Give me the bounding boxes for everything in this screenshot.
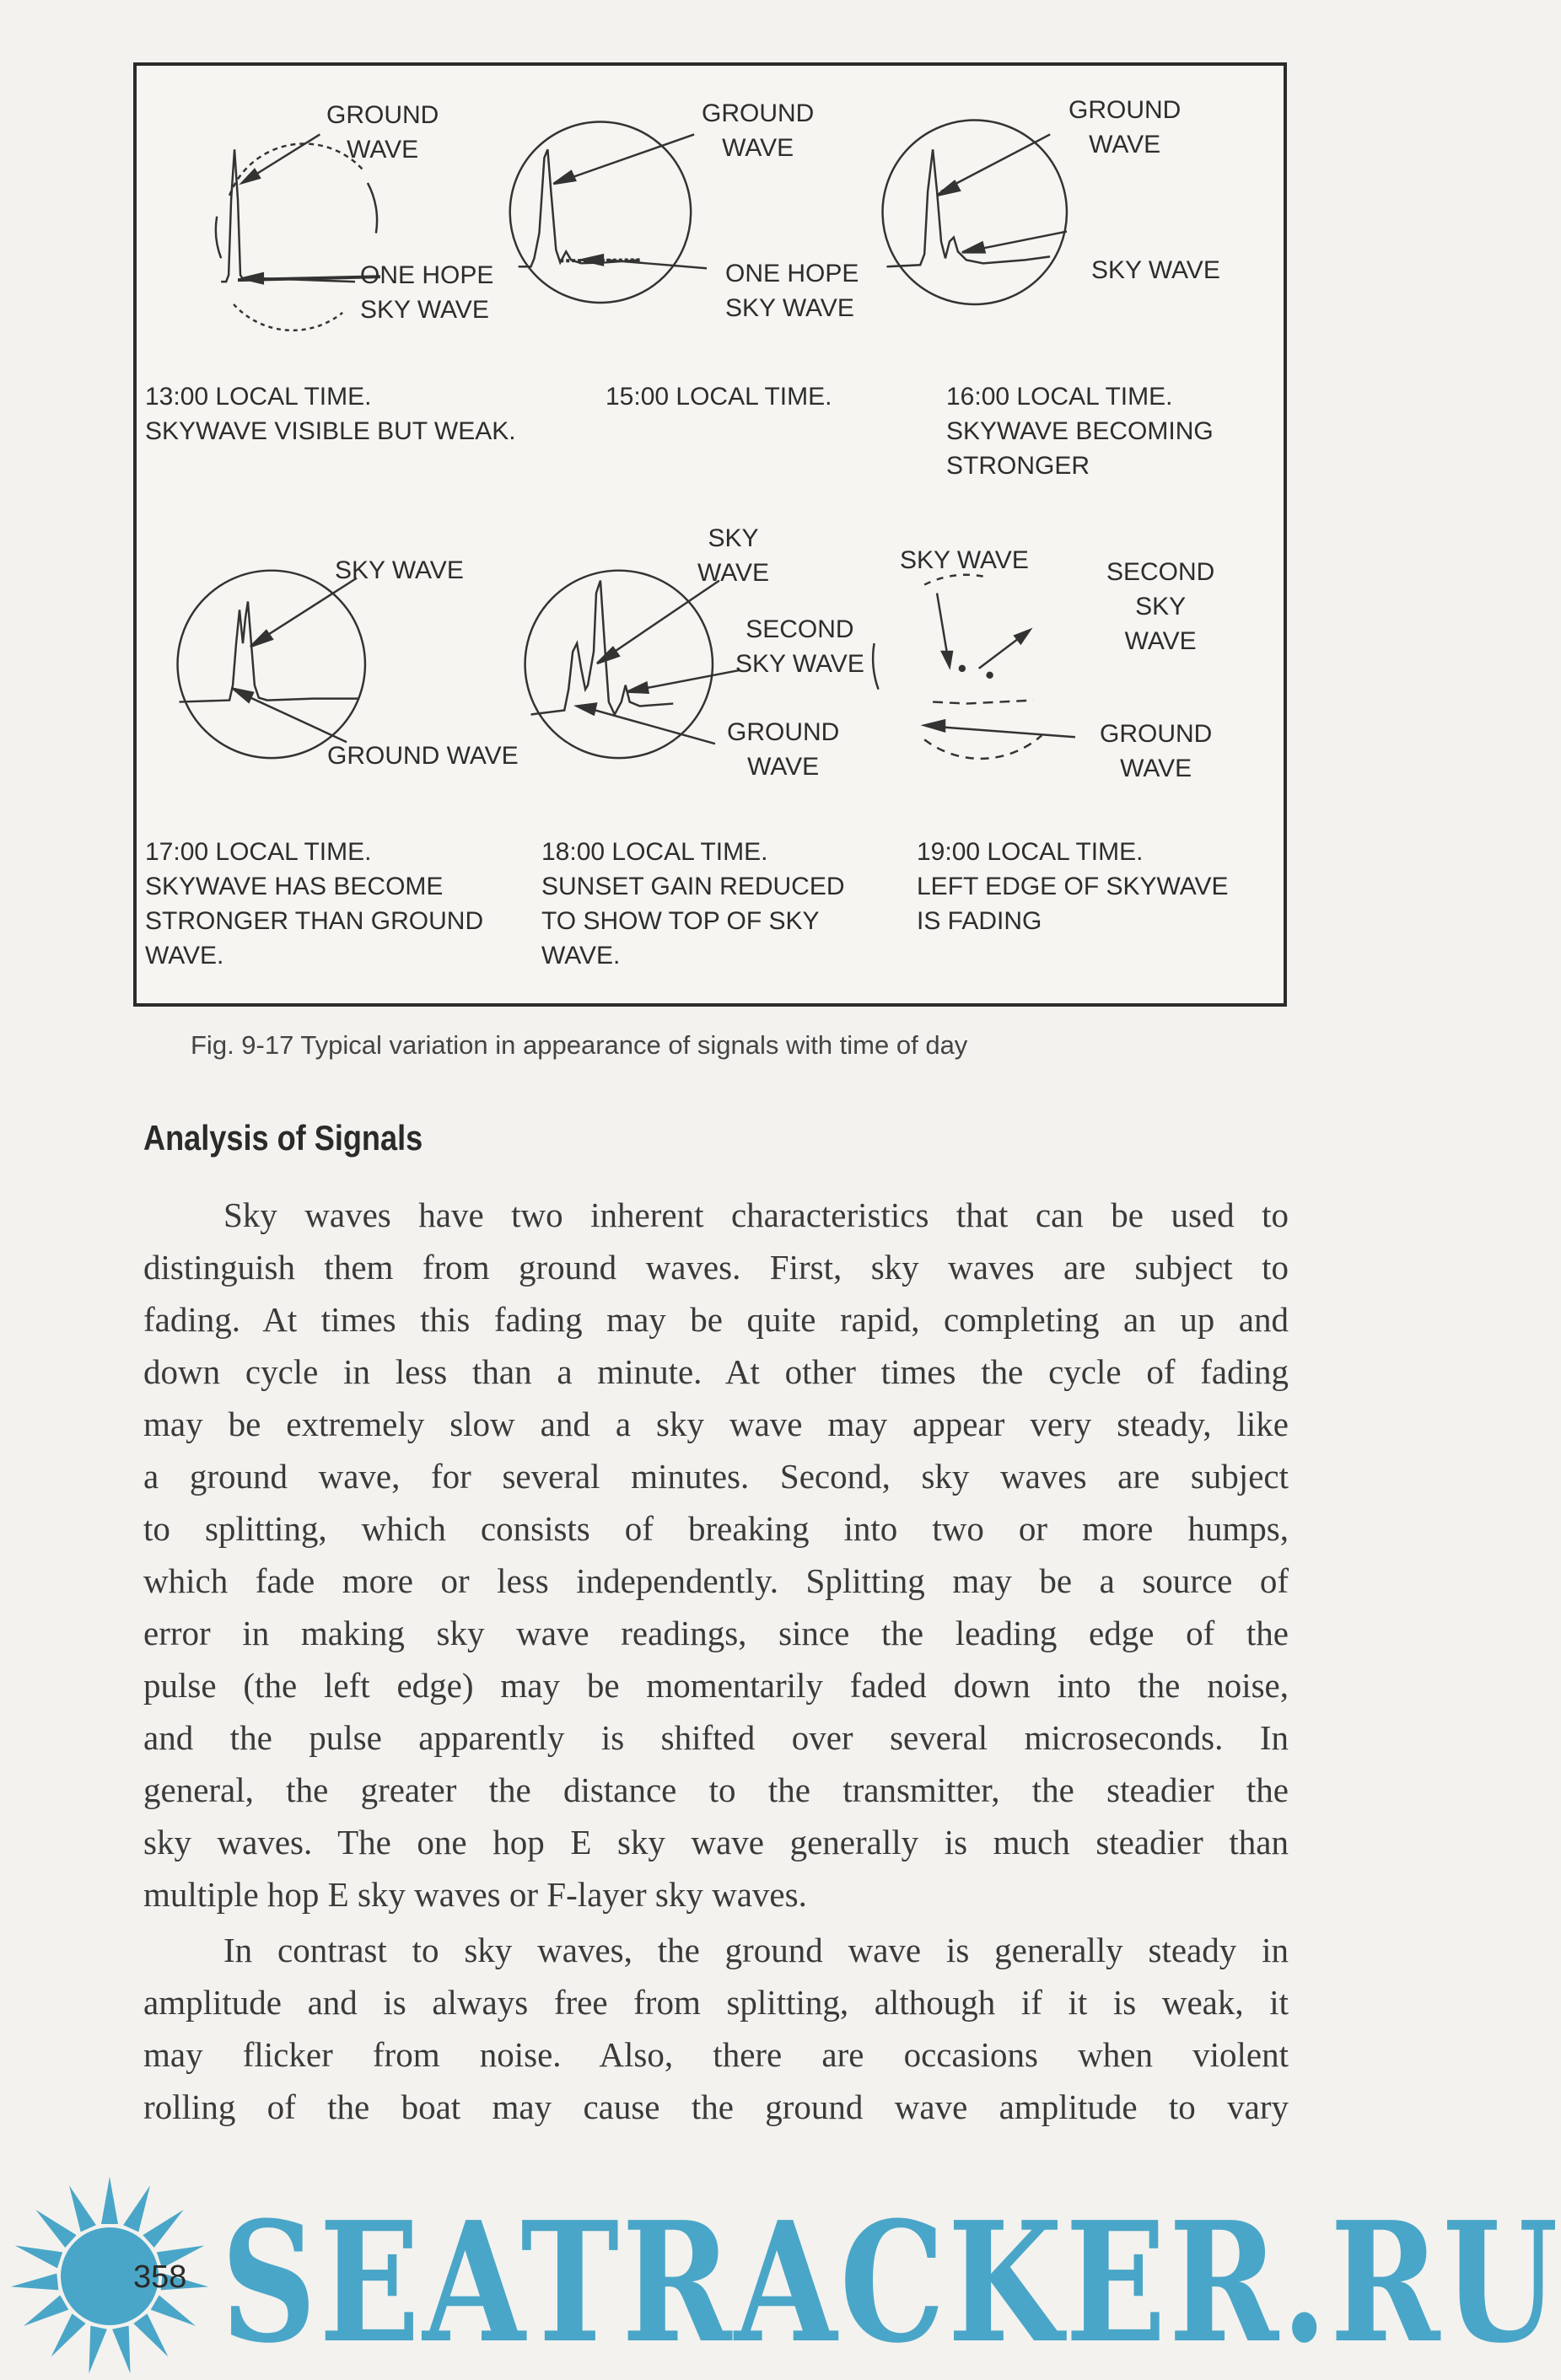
- panel-caption-3: [946, 379, 1214, 483]
- caption-line: SKYWAVE HAS BECOME: [145, 873, 444, 900]
- text-line: multiple hop E sky waves or F-layer sky waves.: [143, 1875, 807, 1914]
- text-line: pulse (the left edge) may be momentarily faded down into the noise,: [143, 1666, 1289, 1705]
- caption-line: STRONGER THAN GROUND: [145, 907, 484, 935]
- label-sky-wave-1: ONE HOPE SKY WAVE: [360, 261, 494, 324]
- text-line: distinguish them from ground waves. First, sky waves are subject to: [143, 1248, 1289, 1287]
- label-ground-wave-4: GROUND WAVE: [327, 742, 519, 770]
- text-line: may flicker from noise. Also, there are occasions when violent: [143, 2035, 1289, 2074]
- label-ground-wave-1: [326, 98, 439, 167]
- caption-line: SKYWAVE BECOMING: [946, 417, 1214, 445]
- panel-caption-4: [145, 835, 483, 973]
- label-sky-wave-2: ONE HOPE SKY WAVE: [725, 260, 859, 322]
- panel-caption-6: [917, 835, 1229, 938]
- text-line: which fade more or less independently. Splitting may be a source of: [143, 1561, 1289, 1600]
- text-line: a ground wave, for several minutes. Second, sky waves are subject: [143, 1457, 1289, 1496]
- text-line: sky waves. The one hop E sky wave generally is much steadier than: [143, 1823, 1289, 1862]
- label-ground-wave-6: GROUND WAVE: [1100, 720, 1213, 782]
- text-line: fading. At times this fading may be quite rapid, completing an up and: [143, 1300, 1289, 1339]
- label-sky-wave-6: SKY WAVE: [900, 546, 1029, 574]
- text-line: to splitting, which consists of breaking into two or more humps,: [143, 1509, 1289, 1548]
- text-line: and the pulse apparently is shifted over several microseconds. In: [143, 1718, 1289, 1757]
- scope-panel-6: [873, 575, 1075, 759]
- label-sky-wave-4: SKY WAVE: [335, 556, 464, 584]
- text-line: In contrast to sky waves, the ground wave is generally steady in: [223, 1931, 1289, 1969]
- watermark-text: SEATRACKER.RU: [221, 2186, 1561, 2380]
- label-second-sky-wave-5: SECOND SKY WAVE: [735, 615, 864, 678]
- label-ground-wave-5: GROUND WAVE: [727, 718, 840, 781]
- caption-line: 13:00 LOCAL TIME.: [145, 383, 372, 411]
- caption-line: LEFT EDGE OF SKYWAVE: [917, 873, 1229, 900]
- scope-panel-2: [510, 122, 707, 303]
- caption-line: STRONGER: [946, 452, 1090, 480]
- text-line: may be extremely slow and a sky wave may appear very steady, like: [143, 1405, 1289, 1443]
- caption-line: 15:00 LOCAL TIME.: [606, 383, 832, 411]
- caption-line: WAVE.: [541, 942, 621, 970]
- caption-line: 17:00 LOCAL TIME.: [145, 838, 372, 866]
- scope-panel-4: [178, 571, 365, 758]
- caption-line: SKYWAVE VISIBLE BUT WEAK.: [145, 417, 516, 445]
- page-number: 358: [133, 2259, 187, 2295]
- scope-panel-3: [883, 121, 1067, 304]
- scope-panel-5: [525, 571, 740, 758]
- label-sky-wave-3: SKY WAVE: [1091, 256, 1220, 284]
- caption-line: TO SHOW TOP OF SKY: [541, 907, 820, 935]
- figure-caption: Fig. 9-17 Typical variation in appearance of signals with time of day: [191, 1030, 968, 1060]
- caption-line: 19:00 LOCAL TIME.: [917, 838, 1144, 866]
- caption-line: SUNSET GAIN REDUCED: [541, 873, 845, 900]
- caption-line: 18:00 LOCAL TIME.: [541, 838, 768, 866]
- text-line: error in making sky wave readings, since the leading edge of the: [143, 1614, 1289, 1652]
- label-second-sky-wave-6: SECOND SKY WAVE: [1106, 558, 1215, 655]
- text-line: Sky waves have two inherent characteristics that can be used to: [223, 1195, 1289, 1234]
- section-heading: Analysis of Signals: [143, 1118, 423, 1158]
- text-line: down cycle in less than a minute. At other times the cycle of fading: [143, 1352, 1289, 1391]
- label-text: GROUND WAVE: [326, 101, 439, 164]
- caption-line: WAVE.: [145, 942, 224, 970]
- panel-caption-1: [145, 379, 516, 449]
- figure-9-17: [133, 62, 1287, 1007]
- panel-caption-5: [541, 835, 845, 973]
- caption-line: IS FADING: [917, 907, 1042, 935]
- text-line: rolling of the boat may cause the ground wave amplitude to vary: [143, 2087, 1289, 2126]
- caption-line: 16:00 LOCAL TIME.: [946, 383, 1173, 411]
- label-sky-wave-5: SKY WAVE: [697, 524, 770, 587]
- panel-caption-2: [606, 379, 832, 414]
- label-ground-wave-2: GROUND WAVE: [702, 99, 815, 162]
- label-ground-wave-3: GROUND WAVE: [1068, 96, 1182, 158]
- text-line: general, the greater the distance to the transmitter, the steadier the: [143, 1770, 1289, 1809]
- text-line: amplitude and is always free from splitting, although if it is weak, it: [143, 1983, 1289, 2022]
